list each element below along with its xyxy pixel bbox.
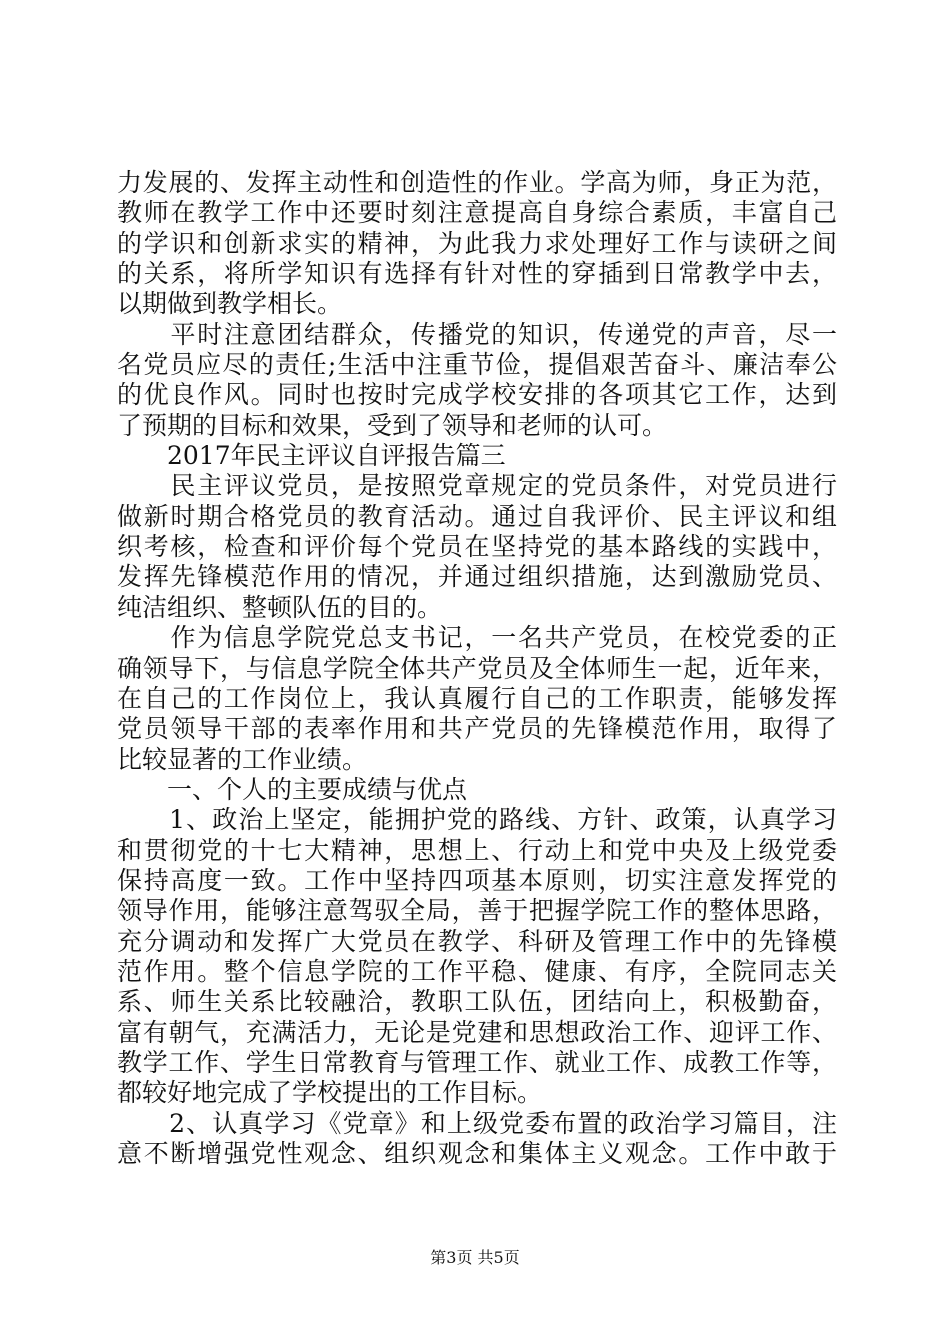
text-line: 教师在教学工作中还要时刻注意提高自身综合素质，丰富自己: [117, 198, 837, 228]
text-line: 以期做到教学相长。: [117, 289, 343, 319]
document-body: [117, 168, 837, 1169]
page-footer: 第3页 共5页: [430, 1248, 520, 1267]
text-line: 力发展的、发挥主动性和创造性的作业。学高为师，身正为范，: [117, 168, 837, 197]
text-line: 在自己的工作岗位上，我认真履行自己的工作职责，能够发挥: [117, 683, 837, 713]
text-line: 系、师生关系比较融洽，教职工队伍，团结向上，积极勤奋，: [117, 987, 837, 1017]
text-line: 的优良作风。同时也按时完成学校安排的各项其它工作，达到: [117, 380, 837, 410]
text-line: 比较显著的工作业绩。: [117, 744, 368, 774]
text-line: 民主评议党员，是按照党章规定的党员条件，对党员进行: [117, 471, 837, 501]
text-line: 保持高度一致。工作中坚持四项基本原则，切实注意发挥党的: [117, 865, 837, 895]
text-line: 领导作用，能够注意驾驭全局，善于把握学院工作的整体思路，: [117, 896, 837, 926]
text-line: 纯洁组织、整顿队伍的目的。: [117, 592, 443, 622]
text-line: 了预期的目标和效果，受到了领导和老师的认可。: [117, 410, 668, 440]
text-line: 的学识和创新求实的精神，为此我力求处理好工作与读研之间: [117, 228, 837, 258]
text-line: 党员领导干部的表率作用和共产党员的先锋模范作用，取得了: [117, 714, 837, 744]
text-line: 做新时期合格党员的教育活动。通过自我评价、民主评议和组: [117, 501, 837, 531]
text-line: 和贯彻党的十七大精神，思想上、行动上和党中央及上级党委: [117, 835, 837, 865]
text-line: 织考核，检查和评价每个党员在坚持党的基本路线的实践中，: [117, 532, 837, 562]
text-line: 充分调动和发挥广大党员在教学、科研及管理工作中的先锋模: [117, 926, 837, 956]
text-line: 名党员应尽的责任;生活中注重节俭，提倡艰苦奋斗、廉洁奉公: [117, 350, 837, 380]
text-line: 意不断增强党性观念、组织观念和集体主义观念。工作中敢于: [117, 1139, 837, 1168]
text-line: 都较好地完成了学校提出的工作目标。: [117, 1078, 543, 1108]
text-line: 的关系，将所学知识有选择有针对性的穿插到日常教学中去，: [117, 259, 837, 289]
text-line: 确领导下，与信息学院全体共产党员及全体师生一起，近年来，: [117, 653, 837, 683]
text-line: 发挥先锋模范作用的情况，并通过组织措施，达到激励党员、: [117, 562, 837, 592]
text-line: 范作用。整个信息学院的工作平稳、健康、有序，全院同志关: [117, 956, 837, 986]
text-line: 2、认真学习《党章》和上级党委布置的政治学习篇目，注: [117, 1108, 837, 1138]
text-line: 教学工作、学生日常教育与管理工作、就业工作、成教工作等，: [117, 1047, 837, 1077]
text-line: 平时注意团结群众，传播党的知识，传递党的声音，尽一: [117, 319, 837, 349]
text-line: 富有朝气，充满活力，无论是党建和思想政治工作、迎评工作、: [117, 1017, 837, 1047]
text-line: 作为信息学院党总支书记，一名共产党员，在校党委的正: [117, 623, 837, 653]
text-line: 一、个人的主要成绩与优点: [117, 774, 468, 804]
text-line: 1、政治上坚定，能拥护党的路线、方针、政策，认真学习: [117, 805, 837, 835]
text-line: 2017年民主评议自评报告篇三: [117, 441, 506, 471]
